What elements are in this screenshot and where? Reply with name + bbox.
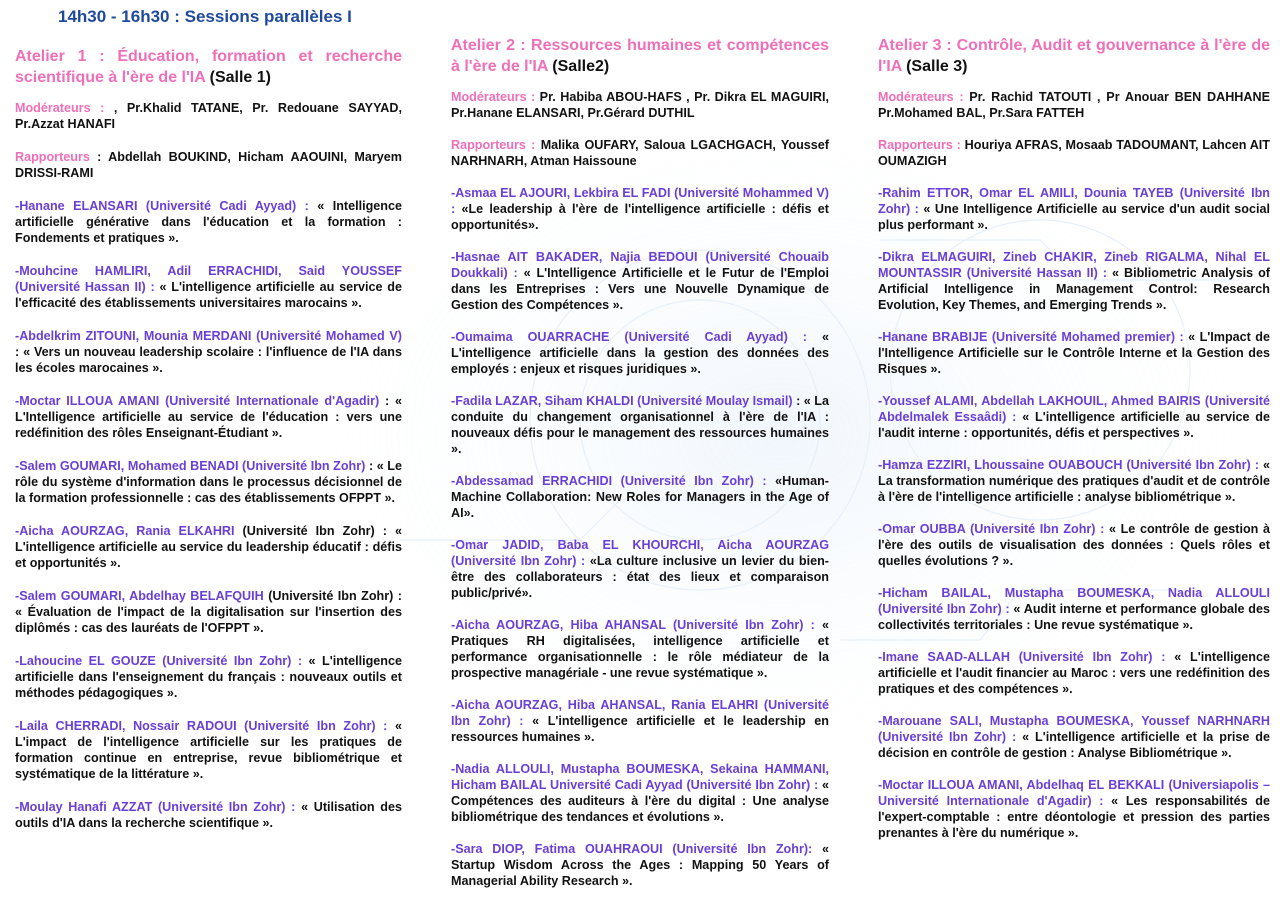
paper-entry <box>15 458 402 506</box>
paper-entry <box>451 393 829 457</box>
entry-title: : « Le rôle du système d'information dans le processus décisionnel de la formation professionnelle : cas des établissements OFPPT ». <box>15 459 402 505</box>
atelier-title <box>15 46 402 88</box>
paper-entry <box>451 617 829 681</box>
entry-authors: -Moctar ILLOUA AMANI (Université Internationale d'Agadir) <box>15 394 385 408</box>
entry-authors: -Abdelkrim ZITOUNI, Mounia MERDANI (Université Mohamed V) <box>15 329 402 343</box>
paper-entry <box>451 841 829 889</box>
moderators-label: Modérateurs : <box>15 101 114 115</box>
paper-entry <box>878 457 1270 505</box>
moderators <box>15 100 402 132</box>
atelier-title <box>451 35 829 77</box>
entry-authors: -Mouhcine HAMLIRI, Adil ERRACHIDI, Said YOUSSEF (Université Hassan II) : <box>15 264 402 294</box>
paper-entry <box>451 249 829 313</box>
entry-authors: -Marouane SALI, Mustapha BOUMESKA, Youssef NARHNARH (Université Ibn Zohr) : <box>878 714 1270 744</box>
atelier-1-column <box>15 46 402 848</box>
paper-entry <box>15 799 402 831</box>
rapporteurs-names: Houriya AFRAS, Mosaab TADOUMANT, Lahcen AIT OUMAZIGH <box>878 138 1270 168</box>
entry-title: «Human-Machine Collaboration: New Roles for Managers in the Age of AI». <box>451 474 829 520</box>
paper-entry <box>15 263 402 311</box>
paper-entry <box>15 718 402 782</box>
entry-authors: -Laila CHERRADI, Nossair RADOUI (Université Ibn Zohr) : <box>15 719 395 733</box>
entry-title: « L'Intelligence Artificielle et le Futur de l'Emploi dans les Entreprises : Vers une Nouvelle Dynamique de Gestion des Compétences ». <box>451 266 829 312</box>
entry-authors: -Lahoucine EL GOUZE (Université Ibn Zohr) : <box>15 654 309 668</box>
paper-entry <box>878 329 1270 377</box>
rapporteurs <box>451 137 829 169</box>
entry-title: «Le leadership à l'ère de l'intelligence artificielle : défis et opportunités». <box>451 202 829 232</box>
entry-title: « Audit interne et performance globale des collectivités territoriales : Une revue systématique ». <box>878 602 1270 632</box>
paper-entry <box>451 537 829 601</box>
paper-entry <box>15 588 402 636</box>
entry-title: : « Vers un nouveau leadership scolaire : l'influence de l'IA dans les écoles marocaines ». <box>15 345 402 375</box>
paper-entry <box>15 523 402 571</box>
entry-authors: -Fadila LAZAR, Siham KHALDI (Université Moulay Ismail) <box>451 394 797 408</box>
paper-entry <box>451 761 829 825</box>
entry-authors: -Abdessamad ERRACHIDI (Université Ibn Zohr) : <box>451 474 776 488</box>
paper-entry <box>878 521 1270 569</box>
moderators-names: Pr. Rachid TATOUTI , Pr Anouar BEN DAHHANE Pr.Mohamed BAL, Pr.Sara FATTEH <box>878 90 1270 120</box>
salle-label: (Salle 3) <box>901 58 968 75</box>
entries-list <box>878 185 1270 841</box>
entry-authors: -Hicham BAILAL, Mustapha BOUMESKA, Nadia ALLOULI (Université Ibn Zohr) : <box>878 586 1270 616</box>
salle-label: (Salle2) <box>547 58 610 75</box>
entry-title: « Bibliometric Analysis of Artificial Intelligence in Management Control: Research Evolution, Key Themes, and Emerging Trends ». <box>878 266 1270 312</box>
entry-title: : « L'intelligence artificielle au service du leadership éducatif : défis et opportunités ». <box>15 524 402 570</box>
entry-title: « L'intelligence artificielle dans la gestion des données des employés : enjeux et risques juridiques ». <box>451 330 829 376</box>
moderators-names: Pr. Habiba ABOU-HAFS , Pr. Dikra EL MAGUIRI, Pr.Hanane ELANSARI, Pr.Gérard DUTHIL <box>451 90 829 120</box>
atelier-title-text: Atelier 3 : Contrôle, Audit et gouvernance à l'ère de l'IA <box>878 37 1270 75</box>
moderators-label: Modérateurs : <box>878 90 970 104</box>
paper-entry <box>451 185 829 233</box>
entry-title: « Intelligence artificielle générative dans l'éducation et la formation : Fondements et pratiques ». <box>15 199 402 245</box>
entry-authors: -Salem GOUMARI, Abdelhay BELAFQUIH <box>15 589 269 603</box>
entry-title: « L'intelligence artificielle dans l'enseignement du français : nouveaux outils et méthodes pédagogiques ». <box>15 654 402 700</box>
entry-authors: -Youssef ALAMI, Abdellah LAKHOUIL, Ahmed BAIRIS (Université Abdelmalek Essaâdi) : <box>878 394 1270 424</box>
atelier-2-column <box>451 35 829 905</box>
atelier-title <box>878 35 1270 77</box>
entry-authors: -Nadia ALLOULI, Mustapha BOUMESKA, Sekaina HAMMANI, Hicham BAILAL Université Cadi Ayyad (Université Ibn Zohr) : <box>451 762 829 792</box>
entry-authors: -Hasnae AIT BAKADER, Najia BEDOUI (Université Chouaib Doukkali) : <box>451 250 829 280</box>
entry-authors: -Moctar ILLOUA AMANI, Abdelhaq EL BEKKALI (Universiapolis – Université Internationale d'Agadir) : <box>878 778 1270 808</box>
entry-authors: -Aicha AOURZAG, Hiba AHANSAL (Université Ibn Zohr) : <box>451 618 822 632</box>
entry-title: : « Évaluation de l'impact de la digitalisation sur l'insertion des diplômés : cas des lauréats de l'OFPPT ». <box>15 589 402 635</box>
moderators-names: , Pr.Khalid TATANE, Pr. Redouane SAYYAD, Pr.Azzat HANAFI <box>15 101 402 131</box>
entry-title: « Une Intelligence Artificielle au service d'un audit social plus performant ». <box>878 202 1270 232</box>
entry-title: « Pratiques RH digitalisées, intelligence artificielle et performance organisationnelle : le rôle médiateur de la prospective managériale - une revue systématique ». <box>451 618 829 680</box>
paper-entry <box>878 777 1270 841</box>
entry-authors: -Moulay Hanafi AZZAT (Université Ibn Zohr) : <box>15 800 302 814</box>
entry-title: « L'impact de l'intelligence artificielle sur les pratiques de formation continue en entreprise, revue bibliométrique et systématique de la littérature ». <box>15 719 402 781</box>
atelier-title-text: Atelier 1 : Éducation, formation et recherche scientifique à l'ère de l'IA <box>15 48 402 86</box>
session-title: 14h30 - 16h30 : Sessions parallèles I <box>58 7 352 26</box>
entry-authors: -Aicha AOURZAG, Hiba AHANSAL, Rania ELAHRI (Université Ibn Zohr) : <box>451 698 829 728</box>
paper-entry <box>878 649 1270 697</box>
rapporteurs-names: Malika OUFARY, Saloua LGACHGACH, Youssef NARHNARH, Atman Haissoune <box>451 138 829 168</box>
salle-label: (Salle 1) <box>205 69 271 86</box>
entry-authors: -Omar JADID, Baba EL KHOURCHI, Aicha AOURZAG (Université Ibn Zohr) : <box>451 538 829 568</box>
entry-authors: -Dikra ELMAGUIRI, Zineb CHAKIR, Zineb RIGALMA, Nihal EL MOUNTASSIR (Université Hassan II) : <box>878 250 1270 280</box>
entry-authors: -Hamza EZZIRI, Lhoussaine OUABOUCH (Université Ibn Zohr) : <box>878 458 1263 472</box>
moderators <box>878 89 1270 121</box>
rapporteurs-names: : Abdellah BOUKIND, Hicham AAOUINI, Maryem DRISSI-RAMI <box>15 150 402 180</box>
entries-list <box>451 185 829 889</box>
paper-entry <box>451 473 829 521</box>
rapporteurs-label: Rapporteurs <box>15 150 90 164</box>
moderators-label: Modérateurs : <box>451 90 540 104</box>
entry-title: « L'intelligence artificielle et le leadership en ressources humaines ». <box>451 714 829 744</box>
entry-title: « La transformation numérique des pratiques d'audit et de contrôle à l'ère de l'intelligence artificielle : analyse bibliométrique ». <box>878 458 1270 504</box>
atelier-title-text: Atelier 2 : Ressources humaines et compétences à l'ère de l'IA <box>451 37 829 75</box>
paper-entry <box>15 653 402 701</box>
entry-title: « Utilisation des outils d'IA dans la recherche scientifique ». <box>15 800 403 830</box>
paper-entry <box>15 393 402 441</box>
paper-entry <box>451 697 829 745</box>
paper-entry <box>878 393 1270 441</box>
paper-entry <box>878 713 1270 761</box>
entry-authors: -Hanane ELANSARI (Université Cadi Ayyad) : <box>15 199 318 213</box>
entry-authors: -Imane SAAD-ALLAH (Université Ibn Zohr) : <box>878 650 1175 664</box>
entry-authors: -Rahim ETTOR, Omar EL AMILI, Dounia TAYEB (Université Ibn Zohr) : <box>878 186 1270 216</box>
entry-title: « Compétences des auditeurs à l'ère du digital : Une analyse bibliométrique des tendances et évolutions ». <box>451 778 829 824</box>
paper-entry <box>878 185 1270 233</box>
paper-entry <box>15 198 402 246</box>
rapporteurs <box>15 149 402 181</box>
rapporteurs <box>878 137 1270 169</box>
entry-authors: -Asmaa EL AJOURI, Lekbira EL FADI (Université Mohammed V) : <box>451 186 829 216</box>
paper-entry <box>878 585 1270 633</box>
entry-title: « L'Impact de l'Intelligence Artificielle sur le Contrôle Interne et la Gestion des Risques ». <box>878 330 1271 376</box>
entry-title: « L'intelligence artificielle et la prise de décision en contrôle de gestion : Analyse Bibliométrique ». <box>878 730 1270 760</box>
rapporteurs-label: Rapporteurs : <box>878 138 965 152</box>
entry-title: « Startup Wisdom Across the Ages : Mapping 50 Years of Managerial Ability Research ». <box>451 842 829 888</box>
entry-authors: -Hanane BRABIJE (Université Mohamed premier) : <box>878 330 1189 344</box>
entry-authors: -Omar OUBBA (Université Ibn Zohr) : <box>878 522 1109 536</box>
entry-title: « Les responsabilités de l'expert-comptable : entre déontologie et pression des parties prenantes à l'ère du numérique ». <box>878 794 1270 840</box>
moderators <box>451 89 829 121</box>
entry-title: : « La conduite du changement organisationnel à l'ère de l'IA : nouveaux défis pour le management des ressources humaines ». <box>451 394 829 456</box>
entry-title: « L'intelligence artificielle et l'audit financier au Maroc : vers une redéfinition des pratiques et des compétences ». <box>878 650 1270 696</box>
entry-authors: -Oumaima OUARRACHE (Université Cadi Ayyad) : <box>451 330 822 344</box>
entry-authors: -Sara DIOP, Fatima OUAHRAOUI (Université Ibn Zohr): <box>451 842 822 856</box>
entry-title: « L'intelligence artificielle au service de l'efficacité des établissements universitaires marocains ». <box>15 280 402 310</box>
rapporteurs-label: Rapporteurs : <box>451 138 541 152</box>
entry-title: : « L'Intelligence artificielle au service de l'éducation : vers une redéfinition des rôles Enseignant-Étudiant ». <box>15 394 402 440</box>
entry-title: « Le contrôle de gestion à l'ère des outils de visualisation des données : Quels rôles et quelles évolutions ? ». <box>878 522 1271 568</box>
entry-authors: -Salem GOUMARI, Mohamed BENADI (Université Ibn Zohr) <box>15 459 369 473</box>
paper-entry <box>878 249 1270 313</box>
paper-entry <box>451 329 829 377</box>
entries-list <box>15 198 402 831</box>
entry-affiliation: (Université Ibn Zohr) <box>268 589 398 603</box>
atelier-3-column <box>878 35 1270 857</box>
entry-affiliation: (Université Ibn Zohr) <box>242 524 383 538</box>
entry-authors: -Aicha AOURZAG, Rania ELKAHRI <box>15 524 243 538</box>
entry-title: « L'intelligence artificielle au service de l'audit interne : opportunités, défis et perspectives ». <box>878 410 1271 440</box>
entry-title: «La culture inclusive un levier du bien-être des collaborateurs : état des lieux et comparaison public/privé». <box>451 554 829 600</box>
paper-entry <box>15 328 402 376</box>
